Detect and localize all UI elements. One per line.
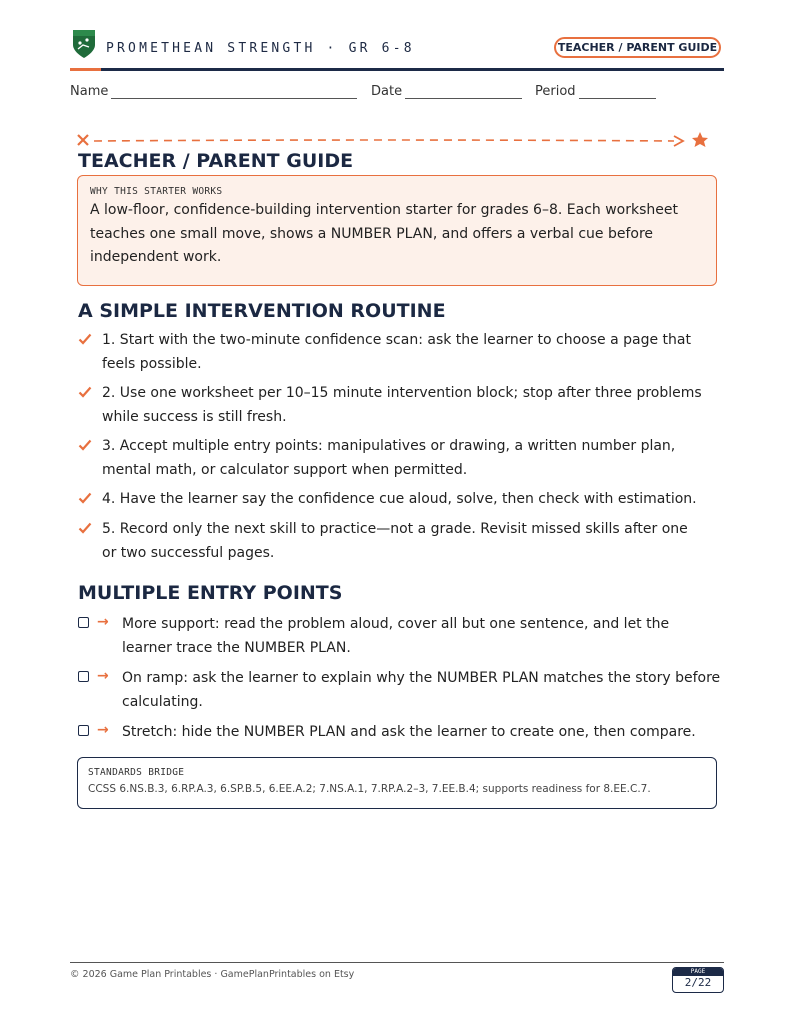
routine-item-text: 3. Accept multiple entry points: manipulatives or drawing, a written number plan, mental math, or calculator support when permitted. (102, 438, 676, 478)
page-label: PAGE (673, 968, 723, 976)
entry-heading: MULTIPLE ENTRY POINTS (78, 582, 343, 604)
arrow-right-icon: → (97, 722, 109, 738)
callout-kicker: WHY THIS STARTER WORKS (90, 186, 223, 197)
checkbox-icon[interactable] (78, 725, 89, 736)
date-label: Date (371, 84, 403, 99)
routine-item-text: 2. Use one worksheet per 10–15 minute intervention block; stop after three problems while success is still fresh. (102, 385, 702, 425)
entry-item-text: On ramp: ask the learner to explain why the NUMBER PLAN matches the story before calculating. (122, 670, 721, 710)
page-number: 2/22 (684, 976, 712, 989)
routine-item-text: 4. Have the learner say the confidence cue aloud, solve, then check with estimation. (102, 491, 697, 507)
standards-box (77, 757, 717, 809)
standards-kicker: STANDARDS BRIDGE (88, 767, 185, 778)
x-mark-icon (78, 135, 88, 145)
arrow-right-icon: → (97, 614, 109, 630)
why-callout (77, 175, 717, 286)
routine-heading: A SIMPLE INTERVENTION ROUTINE (78, 300, 446, 322)
play-path-decoration (74, 130, 714, 152)
checkmark-icon (78, 333, 92, 345)
routine-item-text: 5. Record only the next skill to practice—not a grade. Revisit missed skills after one or two successful pages. (102, 521, 688, 561)
entry-item-text: Stretch: hide the NUMBER PLAN and ask the learner to create one, then compare. (122, 724, 696, 740)
header-rule (70, 68, 724, 71)
shield-logo-icon (72, 29, 96, 59)
footer-rule (70, 962, 724, 963)
checkmark-icon (78, 522, 92, 534)
brand-title: PROMETHEAN STRENGTH · GR 6-8 (106, 41, 415, 56)
standards-body: CCSS 6.NS.B.3, 6.RP.A.3, 6.SP.B.5, 6.EE.A.2; 7.NS.A.1, 7.RP.A.2–3, 7.EE.B.4; supports readiness for 8.EE.C.7. (88, 783, 651, 795)
routine-item-text: 1. Start with the two-minute confidence scan: ask the learner to choose a page that feels possible. (102, 332, 691, 372)
page-indicator (672, 967, 724, 993)
name-label: Name (70, 84, 109, 99)
footer-copyright: © 2026 Game Plan Printables · GamePlanPrintables on Etsy (70, 969, 355, 980)
guide-badge: TEACHER / PARENT GUIDE (554, 37, 721, 58)
checkmark-icon (78, 439, 92, 451)
checkbox-icon[interactable] (78, 671, 89, 682)
entry-item-text: More support: read the problem aloud, cover all but one sentence, and let the learner trace the NUMBER PLAN. (122, 616, 670, 656)
period-label: Period (535, 84, 576, 99)
checkmark-icon (78, 492, 92, 504)
date-field[interactable] (405, 98, 522, 99)
header-rule-accent (70, 68, 101, 71)
star-icon (692, 132, 708, 147)
arrow-right-icon: → (97, 668, 109, 684)
checkmark-icon (78, 386, 92, 398)
checkbox-icon[interactable] (78, 617, 89, 628)
name-field[interactable] (111, 98, 357, 99)
page-title: TEACHER / PARENT GUIDE (78, 150, 354, 172)
callout-body: A low-floor, confidence-building intervention starter for grades 6–8. Each worksheet teaches one small move, shows a NUMBER PLAN, and offers a verbal cue before independent work. (90, 202, 678, 265)
period-field[interactable] (579, 98, 656, 99)
